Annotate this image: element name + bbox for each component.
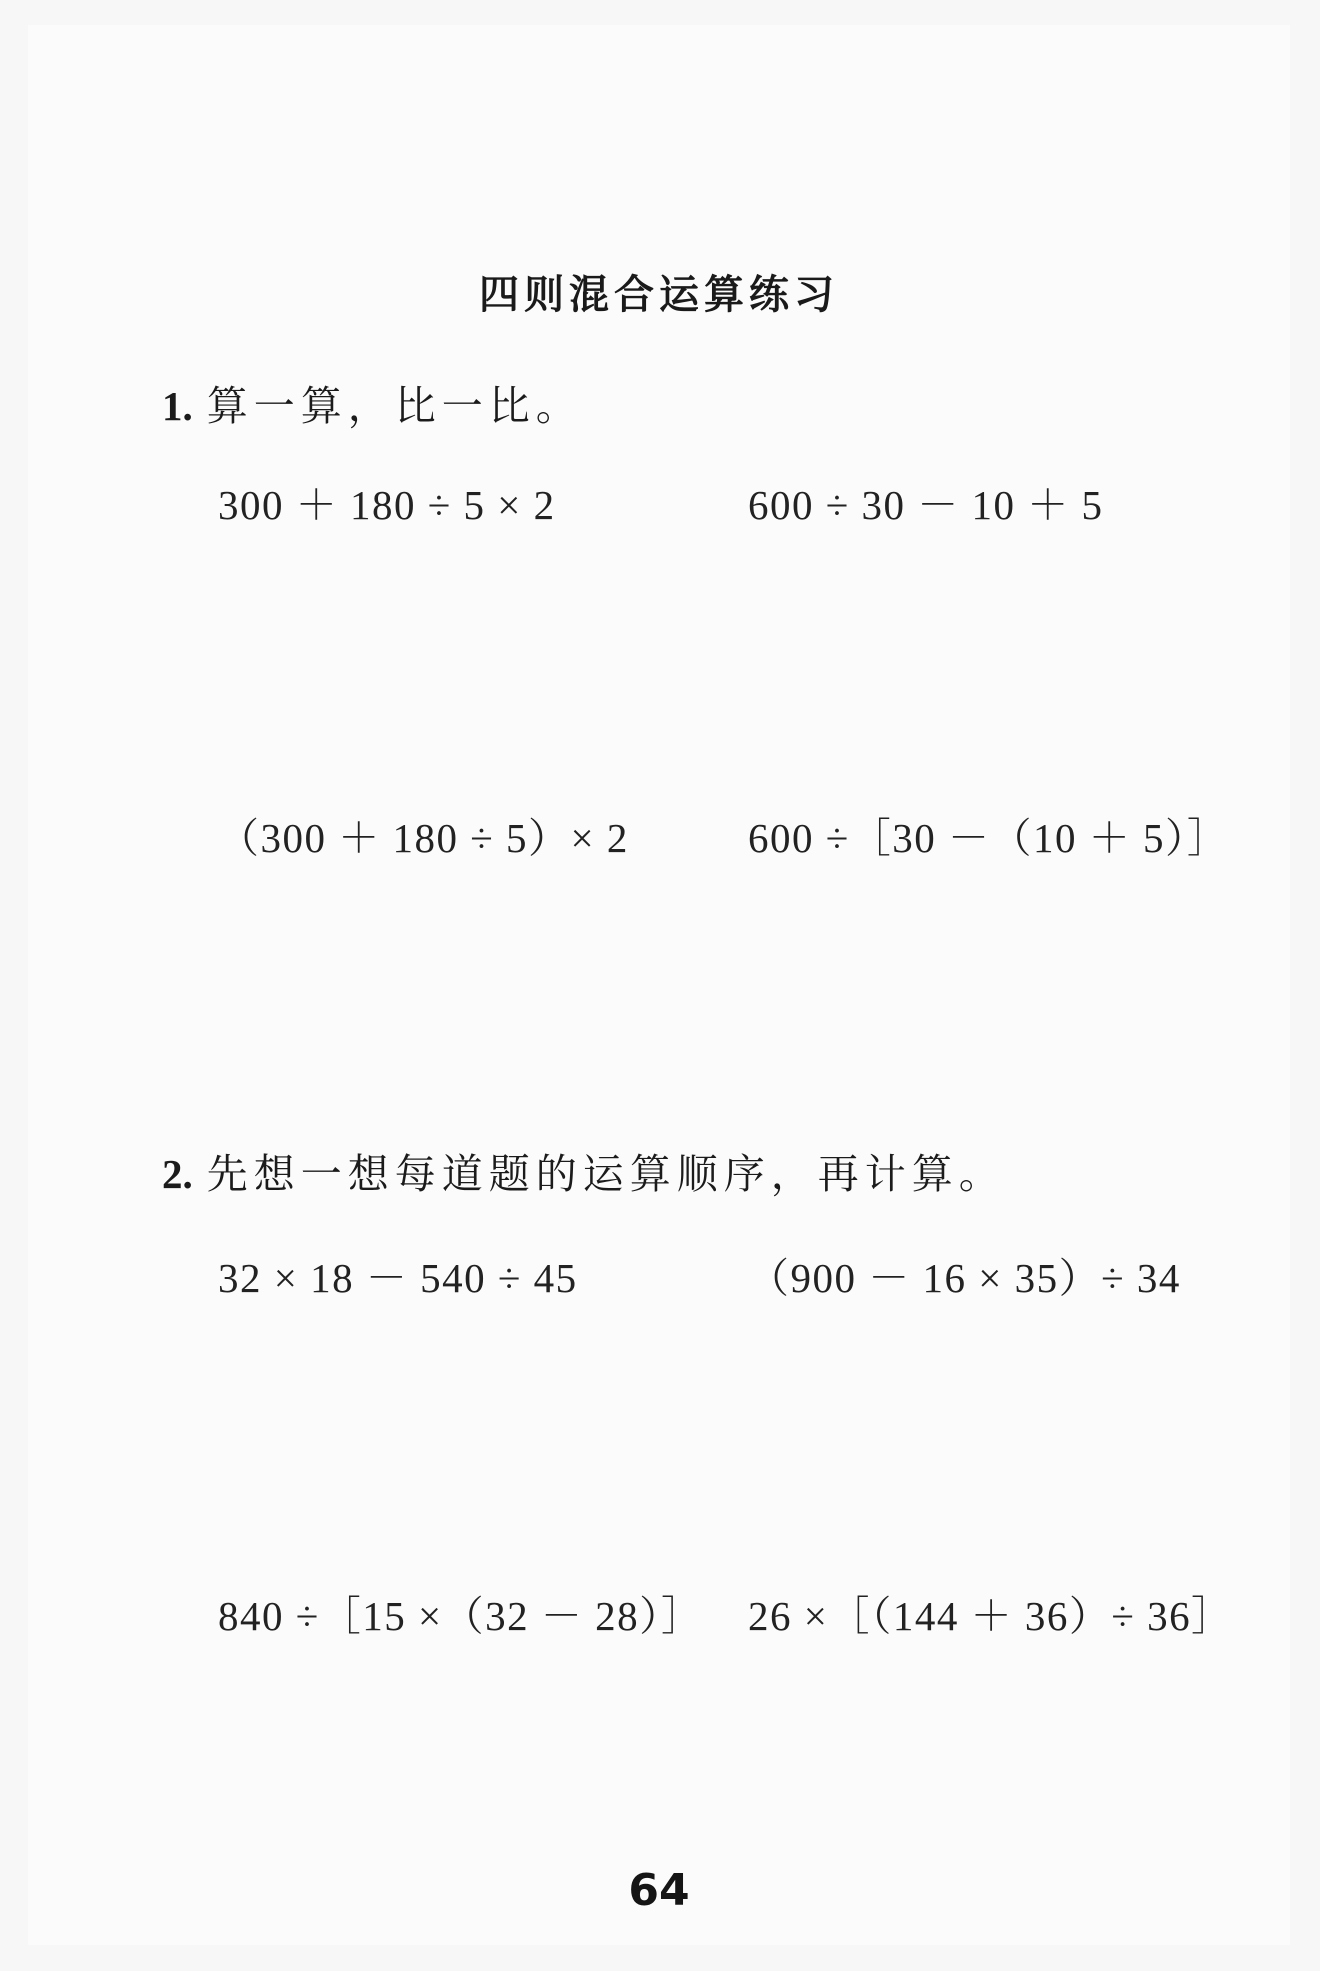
- expression-1d: 600 ÷［30 －（10 ＋ 5）］: [748, 815, 1230, 861]
- expression-1c: （300 ＋ 180 ÷ 5）× 2: [218, 815, 629, 861]
- question-1-heading: [162, 373, 583, 432]
- question-1-number: 1.: [162, 383, 193, 429]
- question-1-prompt: 算一算，比一比。: [206, 382, 583, 430]
- expression-2b: （900 － 16 × 35）÷ 34: [748, 1255, 1181, 1301]
- question-2-prompt: 先想一想每道题的运算顺序，再计算。: [206, 1150, 1006, 1198]
- page-title: 四则混合运算练习: [479, 272, 839, 318]
- question-2-heading: [162, 1141, 1006, 1200]
- expression-1b: 600 ÷ 30 － 10 ＋ 5: [748, 482, 1104, 528]
- expression-2c: 840 ÷［15 ×（32 － 28）］: [218, 1593, 704, 1639]
- expression-2a: 32 × 18 － 540 ÷ 45: [218, 1255, 578, 1301]
- page-number: 64: [628, 1865, 690, 1916]
- expression-2d: 26 ×［（144 ＋ 36）÷ 36］: [748, 1593, 1234, 1639]
- worksheet-page: [28, 25, 1290, 1945]
- expression-1a: 300 ＋ 180 ÷ 5 × 2: [218, 482, 556, 528]
- question-2-number: 2.: [162, 1151, 193, 1197]
